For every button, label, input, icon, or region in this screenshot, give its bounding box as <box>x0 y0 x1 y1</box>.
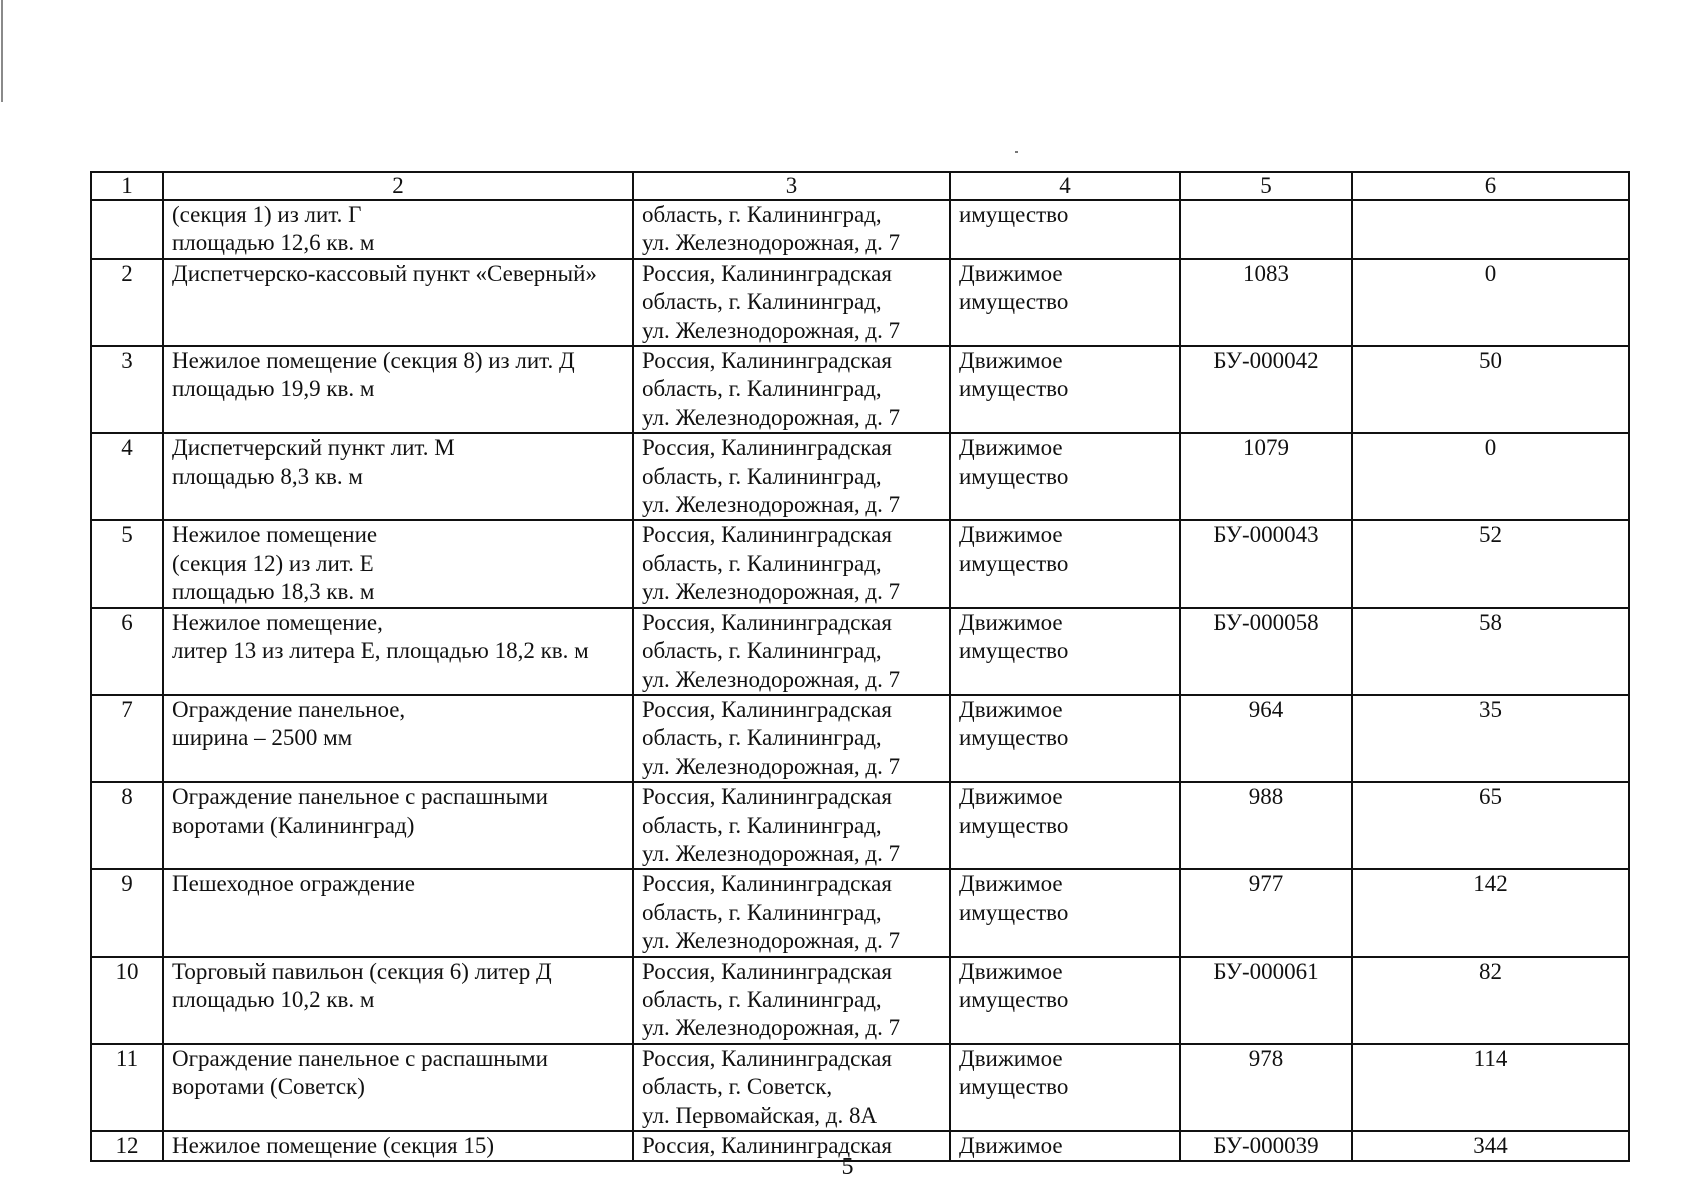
value-cell: 50 <box>1352 346 1629 433</box>
object-name-cell: Ограждение панельное с распашными воротами (Советск) <box>163 1044 633 1131</box>
property-type-cell: Движимое имущество <box>950 1044 1180 1131</box>
address-cell: Россия, Калининградская область, г. Калининград, ул. Железнодорожная, д. 7 <box>633 782 950 869</box>
property-type-cell: Движимое имущество <box>950 957 1180 1044</box>
header-row <box>91 172 1629 200</box>
inventory-number-cell: БУ-000043 <box>1180 520 1352 607</box>
scan-edge-mark <box>1 0 3 102</box>
row-number-cell: 2 <box>91 259 163 346</box>
object-name-cell: Диспетчерский пункт лит. М площадью 8,3 кв. м <box>163 433 633 520</box>
row-number-cell: 4 <box>91 433 163 520</box>
table-row <box>91 957 1629 1044</box>
row-number-cell: 7 <box>91 695 163 782</box>
address-cell: Россия, Калининградская область, г. Калининград, ул. Железнодорожная, д. 7 <box>633 520 950 607</box>
inventory-number-cell: 1079 <box>1180 433 1352 520</box>
value-cell: 0 <box>1352 259 1629 346</box>
object-name-cell: Нежилое помещение (секция 15) <box>163 1131 633 1161</box>
table-row <box>91 346 1629 433</box>
property-type-cell: Движимое <box>950 1131 1180 1161</box>
value-cell: 52 <box>1352 520 1629 607</box>
row-number-cell: 8 <box>91 782 163 869</box>
row-number-cell: 11 <box>91 1044 163 1131</box>
object-name-cell: Нежилое помещение (секция 8) из лит. Д площадью 19,9 кв. м <box>163 346 633 433</box>
header-cell-3: 3 <box>633 172 950 200</box>
value-cell <box>1352 200 1629 259</box>
object-name-cell: Нежилое помещение (секция 12) из лит. Е площадью 18,3 кв. м <box>163 520 633 607</box>
address-cell: Россия, Калининградская область, г. Калининград, ул. Железнодорожная, д. 7 <box>633 957 950 1044</box>
property-type-cell: Движимое имущество <box>950 520 1180 607</box>
row-number-cell <box>91 200 163 259</box>
value-cell: 65 <box>1352 782 1629 869</box>
table-row <box>91 433 1629 520</box>
row-number-cell: 9 <box>91 869 163 956</box>
inventory-number-cell: 1083 <box>1180 259 1352 346</box>
value-cell: 114 <box>1352 1044 1629 1131</box>
address-cell: Россия, Калининградская <box>633 1131 950 1161</box>
table-row <box>91 259 1629 346</box>
property-type-cell: имущество <box>950 200 1180 259</box>
address-cell: область, г. Калининград, ул. Железнодорожная, д. 7 <box>633 200 950 259</box>
table-row <box>91 782 1629 869</box>
address-cell: Россия, Калининградская область, г. Калининград, ул. Железнодорожная, д. 7 <box>633 608 950 695</box>
object-name-cell: Пешеходное ограждение <box>163 869 633 956</box>
header-cell-1: 1 <box>91 172 163 200</box>
scan-speck <box>1015 151 1018 153</box>
header-cell-5: 5 <box>1180 172 1352 200</box>
header-cell-6: 6 <box>1352 172 1629 200</box>
property-type-cell: Движимое имущество <box>950 608 1180 695</box>
row-number-cell: 12 <box>91 1131 163 1161</box>
object-name-cell: Нежилое помещение, литер 13 из литера Е, площадью 18,2 кв. м <box>163 608 633 695</box>
property-type-cell: Движимое имущество <box>950 433 1180 520</box>
row-number-cell: 5 <box>91 520 163 607</box>
page-number: 5 <box>841 1154 854 1180</box>
inventory-number-cell <box>1180 200 1352 259</box>
address-cell: Россия, Калининградская область, г. Калининград, ул. Железнодорожная, д. 7 <box>633 259 950 346</box>
address-cell: Россия, Калининградская область, г. Калининград, ул. Железнодорожная, д. 7 <box>633 433 950 520</box>
object-name-cell: Торговый павильон (секция 6) литер Д площадью 10,2 кв. м <box>163 957 633 1044</box>
value-cell: 142 <box>1352 869 1629 956</box>
table-row <box>91 1044 1629 1131</box>
address-cell: Россия, Калининградская область, г. Советск, ул. Первомайская, д. 8А <box>633 1044 950 1131</box>
inventory-number-cell: 964 <box>1180 695 1352 782</box>
row-number-cell: 10 <box>91 957 163 1044</box>
table-row <box>91 608 1629 695</box>
inventory-number-cell: 977 <box>1180 869 1352 956</box>
object-name-cell: Ограждение панельное с распашными воротами (Калининград) <box>163 782 633 869</box>
table-row <box>91 520 1629 607</box>
value-cell: 0 <box>1352 433 1629 520</box>
property-type-cell: Движимое имущество <box>950 259 1180 346</box>
address-cell: Россия, Калининградская область, г. Калининград, ул. Железнодорожная, д. 7 <box>633 346 950 433</box>
row-number-cell: 3 <box>91 346 163 433</box>
value-cell: 344 <box>1352 1131 1629 1161</box>
property-type-cell: Движимое имущество <box>950 782 1180 869</box>
value-cell: 58 <box>1352 608 1629 695</box>
address-cell: Россия, Калининградская область, г. Калининград, ул. Железнодорожная, д. 7 <box>633 869 950 956</box>
property-table <box>90 171 1630 1162</box>
property-type-cell: Движимое имущество <box>950 869 1180 956</box>
object-name-cell: (секция 1) из лит. Г площадью 12,6 кв. м <box>163 200 633 259</box>
object-name-cell: Диспетчерско-кассовый пункт «Северный» <box>163 259 633 346</box>
object-name-cell: Ограждение панельное, ширина – 2500 мм <box>163 695 633 782</box>
value-cell: 82 <box>1352 957 1629 1044</box>
inventory-number-cell: 988 <box>1180 782 1352 869</box>
header-cell-4: 4 <box>950 172 1180 200</box>
table-row <box>91 869 1629 956</box>
property-type-cell: Движимое имущество <box>950 695 1180 782</box>
address-cell: Россия, Калининградская область, г. Калининград, ул. Железнодорожная, д. 7 <box>633 695 950 782</box>
inventory-number-cell: БУ-000042 <box>1180 346 1352 433</box>
header-cell-2: 2 <box>163 172 633 200</box>
row-number-cell: 6 <box>91 608 163 695</box>
table-row <box>91 200 1629 259</box>
inventory-number-cell: БУ-000058 <box>1180 608 1352 695</box>
value-cell: 35 <box>1352 695 1629 782</box>
inventory-number-cell: БУ-000039 <box>1180 1131 1352 1161</box>
table-row <box>91 695 1629 782</box>
inventory-number-cell: БУ-000061 <box>1180 957 1352 1044</box>
inventory-number-cell: 978 <box>1180 1044 1352 1131</box>
property-type-cell: Движимое имущество <box>950 346 1180 433</box>
